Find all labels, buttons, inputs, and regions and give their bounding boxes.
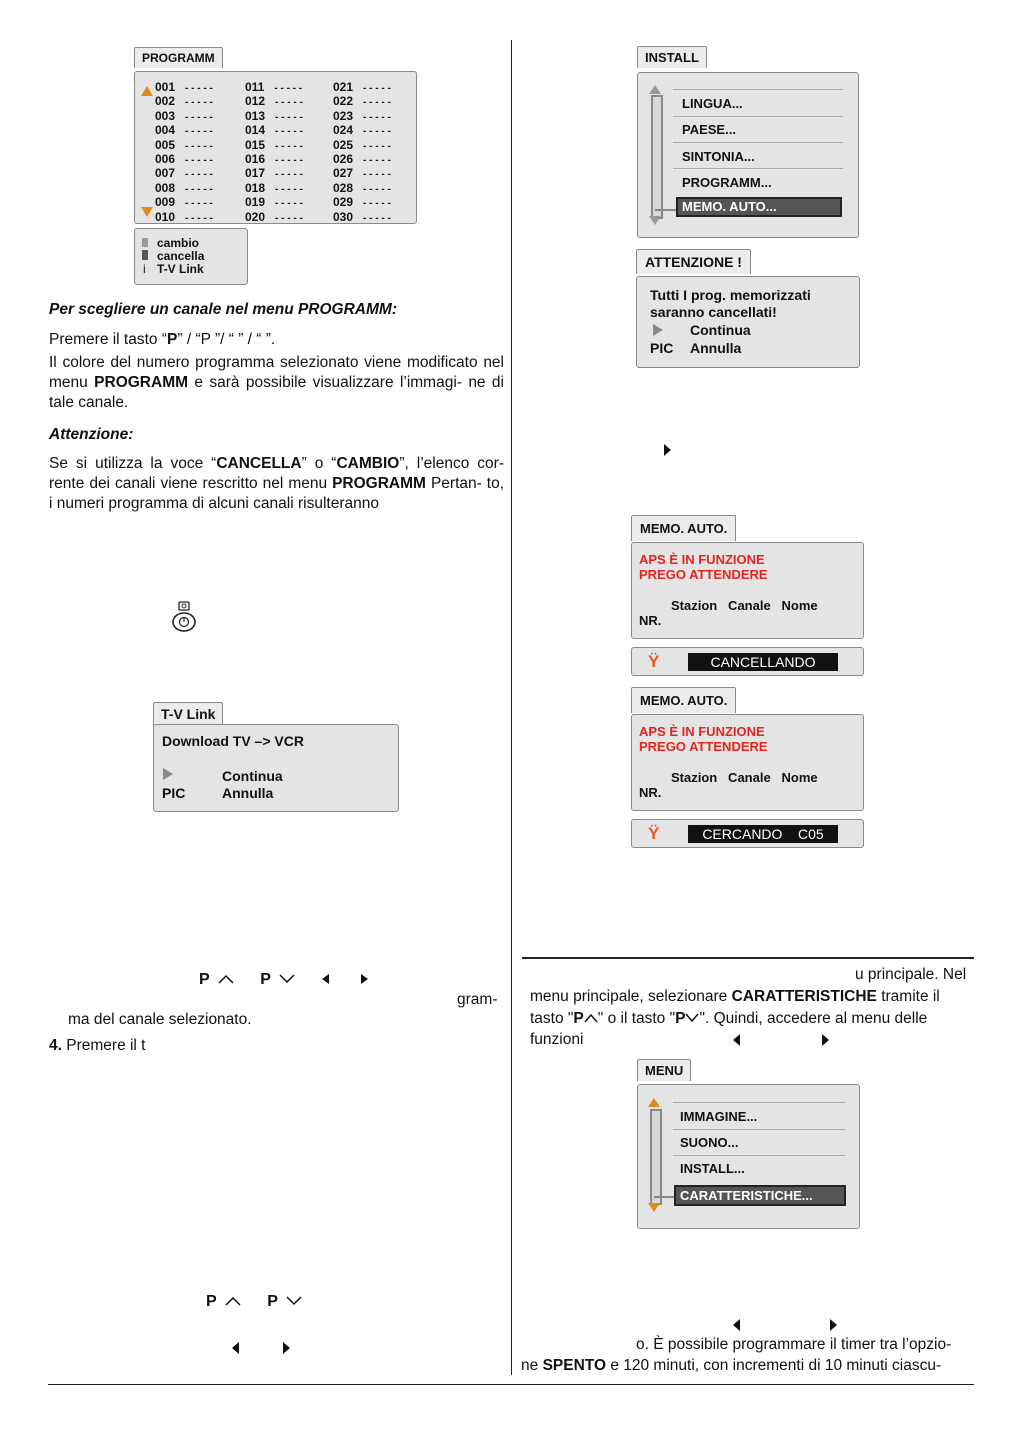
programm-column-1 (155, 81, 213, 225)
install-tab: INSTALL (637, 46, 707, 68)
right-section-rule (522, 957, 974, 959)
programm-number: 011 (245, 80, 265, 94)
key-p-up: P (199, 971, 210, 988)
programm-panel (134, 71, 417, 224)
colore-rest: e sarà possibile visualizzare l’immagi- ne di tale canale. (49, 374, 504, 411)
key-p-down-2: P (267, 1293, 278, 1310)
memo1-cols: Stazion Canale Nome (671, 598, 818, 613)
programm-name: - - - - - (185, 126, 213, 138)
programm-row[interactable] (245, 167, 303, 181)
right-arrow-icon (830, 1319, 837, 1331)
programm-number: 004 (155, 123, 176, 138)
memo1-bar: CANCELLANDO (688, 653, 838, 671)
heading-scegliere: Per scegliere un canale nel menu PROGRAMM: (49, 301, 397, 318)
step-4-num: 4. (49, 1037, 62, 1054)
r3-p: P (573, 1010, 584, 1027)
right-r3 (530, 1009, 927, 1029)
memo2-cols: Stazion Canale Nome (671, 770, 818, 785)
programm-number: 003 (155, 108, 176, 123)
programm-number: 008 (155, 180, 176, 195)
programm-number: 023 (333, 108, 354, 123)
cambio-swatch (142, 238, 148, 247)
p-key: P (167, 331, 178, 348)
programm-name: - - - - - (363, 183, 391, 195)
menu-suono[interactable]: SUONO... (680, 1135, 739, 1150)
programm-number: 018 (245, 180, 266, 195)
install-scroll-up-icon (649, 85, 661, 94)
separator (673, 1102, 845, 1103)
memo2-red1: APS È IN FUNZIONE (639, 724, 765, 739)
right-r5: o. È possibile programmare il timer tra l’opzio- (636, 1336, 952, 1353)
programm-name: - - - - - (185, 155, 213, 167)
left-keys-row1 (199, 971, 368, 989)
scroll-down-icon (141, 204, 153, 222)
programm-row[interactable] (333, 110, 391, 124)
menu-connector (654, 1196, 676, 1198)
attenzione-line1: Tutti I prog. memorizzati (650, 287, 811, 303)
r2-a: menu principale, selezionare (530, 988, 728, 1005)
legend-cancella: cancella (157, 249, 205, 263)
colore-text: Il colore del numero programma selezionato viene modificato nel menu (49, 354, 504, 391)
separator (673, 89, 843, 90)
programm-name: - - - - - (275, 212, 303, 224)
standby-icon (170, 601, 198, 633)
wrench-icon: Ϋ (648, 824, 660, 843)
tvlink-line: Download TV –> VCR (162, 733, 304, 749)
install-scroll-down-icon (649, 216, 661, 225)
install-connector (655, 209, 677, 211)
premere-text: Premere il tasto “ (49, 331, 168, 348)
menu-install[interactable]: INSTALL... (680, 1161, 745, 1176)
left-arrow-icon (733, 1034, 740, 1046)
key-p-up-2: P (206, 1293, 217, 1310)
programm-tab: PROGRAMM (134, 47, 223, 68)
programm-number: 029 (333, 195, 354, 210)
tvlink-continua[interactable]: Continua (222, 768, 283, 784)
programm-name: - - - - - (363, 97, 391, 109)
attenzione-tab: ATTENZIONE ! (636, 249, 751, 274)
r3-a: tasto " (530, 1010, 574, 1027)
programm-number: 005 (155, 137, 176, 152)
programm-row[interactable] (333, 139, 391, 153)
cancella-text-a: Se si utilizza la voce “ (49, 455, 217, 472)
right-arrow-icon-2 (283, 1342, 290, 1354)
programm-column-3 (333, 81, 391, 225)
programm-number: 020 (245, 209, 266, 224)
right-r2 (530, 987, 940, 1007)
install-memo-auto[interactable]: MEMO. AUTO... (676, 197, 842, 217)
cancella-mid: ” o “ (301, 455, 337, 472)
programm-name: - - - - - (185, 198, 213, 210)
right-arrow-icon (822, 1034, 829, 1046)
programm-number: 009 (155, 195, 176, 210)
left-arrow-icon (733, 1319, 740, 1331)
programm-row[interactable] (333, 182, 391, 196)
legend-tvlink: T-V Link (157, 262, 204, 276)
colore-bold: PROGRAMM (94, 374, 189, 391)
programm-row[interactable] (245, 211, 303, 225)
install-sintonia[interactable]: SINTONIA... (682, 149, 755, 164)
attenzione-pic: PIC (650, 340, 674, 356)
programm-row[interactable] (333, 81, 391, 95)
continue-arrow-icon (163, 767, 173, 785)
programm-name: - - - - - (275, 198, 303, 210)
programm-row[interactable] (245, 153, 303, 167)
programm-name: - - - - - (185, 140, 213, 152)
continue-arrow-icon (653, 323, 663, 341)
install-panel (637, 72, 859, 238)
right-arrow-icon (361, 974, 368, 984)
menu-immagine[interactable]: IMMAGINE... (680, 1109, 758, 1124)
programm-row[interactable] (155, 139, 213, 153)
menu-panel (637, 1084, 860, 1229)
programm-number: 007 (155, 166, 176, 181)
programm-number: 030 (333, 209, 354, 224)
programm-number: 022 (333, 94, 354, 109)
premere-rest: ” / “P ”/ “ ” / “ ”. (177, 331, 276, 348)
programm-name: - - - - - (275, 140, 303, 152)
tvlink-panel (153, 724, 399, 812)
separator (673, 1129, 845, 1130)
cancella-text-c: ”, l’elenco cor- rente dei canali viene rescritto nel menu (49, 455, 505, 492)
programm-name: - - - - - (275, 155, 303, 167)
attenzione-annulla[interactable]: Annulla (690, 340, 742, 356)
programm-name: - - - - - (185, 111, 213, 123)
programm-number: 015 (245, 137, 266, 152)
programm-name: - - - - - (185, 169, 213, 181)
right-r4: funzioni (530, 1031, 584, 1048)
programm-number: 013 (245, 108, 266, 123)
programm-name: - - - - - (363, 169, 391, 181)
tvlink-annulla[interactable]: Annulla (222, 785, 274, 801)
footer-rule (48, 1384, 974, 1385)
attenzione-panel (636, 276, 860, 368)
programm-row[interactable] (333, 153, 391, 167)
programm-number: 006 (155, 152, 176, 167)
r6-a: ne (521, 1357, 539, 1374)
para-premere (49, 330, 275, 350)
programm-row[interactable] (155, 182, 213, 196)
programm-number: 027 (333, 166, 354, 181)
r3-p2: P (675, 1010, 686, 1027)
programm-name: - - - - - (275, 111, 303, 123)
column-divider (511, 40, 512, 1375)
step-4-text: Premere il t (66, 1037, 146, 1054)
install-programm[interactable]: PROGRAMM... (682, 175, 772, 190)
programm-name: - - - - - (185, 212, 213, 224)
programm-row[interactable] (245, 95, 303, 109)
programm-row[interactable] (245, 81, 303, 95)
cancella-swatch (142, 250, 148, 260)
programm-number: 021 (333, 80, 354, 94)
programm-name: - - - - - (274, 83, 303, 94)
programm-row[interactable] (333, 211, 391, 225)
left-right-arrows-row3 (232, 1341, 290, 1359)
programm-row[interactable] (155, 211, 213, 225)
programm-row[interactable] (245, 110, 303, 124)
legend-i: i (143, 262, 146, 276)
left-keys-row2 (206, 1293, 302, 1311)
attenzione-continua[interactable]: Continua (690, 322, 751, 338)
ma-canale: ma del canale selezionato. (68, 1011, 252, 1028)
programm-row[interactable] (245, 196, 303, 210)
menu-scrollbar[interactable] (650, 1109, 662, 1205)
programm-name: - - - - - (275, 97, 303, 109)
r2-c: tramite il (881, 988, 940, 1005)
programm-number: 025 (333, 137, 354, 152)
programm-row[interactable] (155, 153, 213, 167)
left-arrow-icon (322, 974, 329, 984)
install-paese[interactable]: PAESE... (682, 122, 736, 137)
programm-name: - - - - - (363, 212, 391, 224)
separator (673, 1155, 845, 1156)
r6-spento: SPENTO (542, 1357, 607, 1374)
programm-legend (134, 228, 248, 285)
memo2-tab: MEMO. AUTO. (631, 687, 736, 713)
menu-scroll-down-icon (648, 1203, 660, 1212)
r2-caratteristiche: CARATTERISTICHE (731, 988, 877, 1005)
memo2-bar: CERCANDO C05 (688, 825, 838, 843)
programm-name: - - - - - (275, 183, 303, 195)
scroll-up-icon (141, 83, 153, 101)
memo1-status (631, 647, 864, 676)
programm-column-2 (245, 81, 303, 225)
programm-name: - - - - - (185, 183, 213, 195)
install-scrollbar[interactable] (651, 95, 663, 219)
programm-name: - - - - - (363, 83, 391, 94)
tvlink-tab: T-V Link (153, 702, 223, 725)
programm-name: - - - - - (363, 111, 391, 123)
programm-name: - - - - - (275, 126, 303, 138)
programm-name: - - - - - (363, 126, 391, 138)
programm-number: 028 (333, 180, 354, 195)
right-r1: u principale. Nel (855, 966, 967, 983)
memo1-red2: PREGO ATTENDERE (639, 567, 768, 582)
separator (673, 142, 843, 143)
menu-scroll-up-icon (648, 1098, 660, 1107)
memo1-red1: APS È IN FUNZIONE (639, 552, 765, 567)
key-p-down: P (260, 971, 271, 988)
programm-row[interactable] (333, 196, 391, 210)
menu-caratteristiche[interactable]: CARATTERISTICHE... (674, 1185, 846, 1206)
wrench-icon: Ϋ (648, 652, 660, 671)
programm-row[interactable] (155, 124, 213, 138)
programm-number: 024 (333, 123, 354, 138)
memo2-status (631, 819, 864, 848)
attenzione-line2: saranno cancellati! (650, 304, 777, 320)
programm-row[interactable] (245, 139, 303, 153)
install-lingua[interactable]: LINGUA... (682, 96, 743, 111)
programm-row[interactable] (333, 124, 391, 138)
left-arrow-icon-2 (232, 1342, 239, 1354)
programm-number: 019 (245, 195, 266, 210)
para-colore (49, 353, 504, 413)
programm-row[interactable] (155, 95, 213, 109)
gram-fragment: gram- (457, 991, 498, 1008)
right-r6 (521, 1356, 941, 1376)
programm-row[interactable] (245, 124, 303, 138)
cancella-bold: CANCELLA (216, 455, 302, 472)
programm-name: - - - - - (363, 140, 391, 152)
r3-b: " o il tasto " (597, 1010, 676, 1027)
right-arrow-icon (664, 444, 671, 456)
programm-row[interactable] (155, 167, 213, 181)
programm-number: 002 (155, 94, 176, 109)
memo2-red2: PREGO ATTENDERE (639, 739, 768, 754)
programm-name: - - - - - (363, 155, 391, 167)
programm-row[interactable] (155, 196, 213, 210)
programm-name: - - - - - (363, 198, 391, 210)
programm-number: 026 (333, 152, 354, 167)
programm-number: 001 (155, 80, 176, 94)
legend-cambio: cambio (157, 236, 200, 250)
programm-number: 014 (245, 123, 266, 138)
tvlink-pic: PIC (162, 785, 186, 801)
programm-number: 017 (245, 166, 266, 181)
programm-bold: PROGRAMM (332, 475, 426, 492)
programm-row[interactable] (245, 182, 303, 196)
programm-row[interactable] (333, 95, 391, 109)
programm-row[interactable] (333, 167, 391, 181)
separator (673, 116, 843, 117)
memo1-tab: MEMO. AUTO. (631, 515, 736, 541)
programm-number: 010 (155, 209, 176, 224)
programm-row[interactable] (155, 110, 213, 124)
programm-number: 016 (245, 152, 266, 167)
memo2-panel (631, 714, 864, 811)
programm-name: - - - - - (275, 169, 303, 181)
para-cancella (49, 454, 504, 514)
cambio-bold: CAMBIO (336, 455, 400, 472)
programm-name: - - - - - (185, 97, 213, 109)
cancella-text-d: Pertan- to, i numeri programma di alcuni canali risulteranno (49, 475, 505, 512)
memo1-nr: NR. (639, 613, 662, 628)
programm-number: 012 (245, 94, 266, 109)
programm-row[interactable] (155, 81, 213, 95)
r6-c: e 120 minuti, con incrementi di 10 minuti ciascu- (610, 1357, 942, 1374)
programm-name: - - - - - (185, 83, 213, 94)
menu-tab: MENU (637, 1059, 691, 1081)
memo2-nr: NR. (639, 785, 662, 800)
heading-attenzione: Attenzione: (49, 426, 134, 443)
memo1-panel (631, 542, 864, 639)
r3-c: ". Quindi, accedere al menu delle (699, 1010, 928, 1027)
step-4 (49, 1036, 146, 1056)
separator (673, 168, 843, 169)
